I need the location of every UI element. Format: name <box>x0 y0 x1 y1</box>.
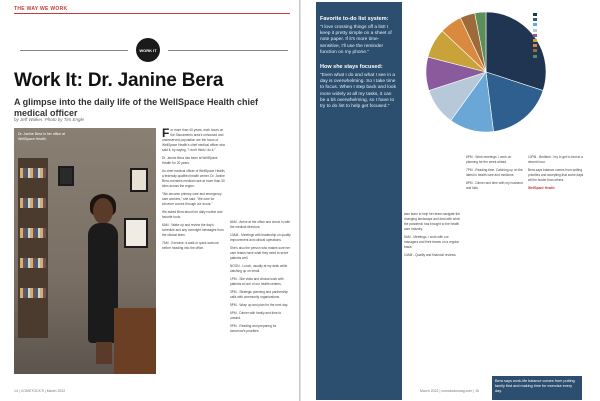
books <box>20 168 46 178</box>
sidebar-heading: Favorite to-do list system: <box>320 16 389 22</box>
logo-rule-left <box>20 50 128 51</box>
sidebar-body: "Even what I do and what I see in a day is overwhelming. So I take time to focus. When I step back and look more widely at all my tasks, it can be a bit overwhelming, so I have to try to do list to help get focused." <box>320 73 396 110</box>
body-column-2 <box>230 220 292 385</box>
body-paragraph: Bera says balance comes from setting priorities and accepting that some days will be busier than others. <box>528 168 584 182</box>
body-paragraph: 8AM - Arrive at the office and check in with the medical directors. <box>230 220 291 229</box>
work-it-logo: WORK IT <box>136 38 160 62</box>
body-paragraph: NOON - Lunch, usually at my desk while catching up on email. <box>230 264 288 273</box>
books <box>20 288 46 298</box>
pull-quote-box: Bera says work-life balance comes from putting family first and making time for exercise every day. <box>492 376 582 400</box>
body-paragraph: 9PM - Reading and preparing for tomorrow's priorities. <box>230 324 277 333</box>
article-headline: Work It: Dr. Janine Bera <box>14 70 224 91</box>
article-byline: by Jeff Walker. Photo by Tim Engle <box>14 117 84 122</box>
right-body-column-2 <box>466 155 524 384</box>
wall-frame <box>58 166 74 186</box>
right-body-column-1 <box>404 212 462 384</box>
body-paragraph: As chief medical officer of WellSpace Health, a federally qualified health center, Dr. Janine Bera oversees medical care at more than 30 sites across the region. <box>162 169 226 188</box>
legend-swatch <box>533 13 537 16</box>
wall-frame <box>130 168 148 192</box>
body-paragraph: 1PM - Site visits and clinical work with patients at one of our health centers. <box>230 277 284 286</box>
body-paragraph: "We become primary care and emergency care workers," she said. "We care for whoever comes through our doors." <box>162 192 222 206</box>
intro-column <box>162 128 226 383</box>
body-paragraph: 8PM - Dinner and time with my husband and kids. <box>466 181 523 190</box>
folio-right: March 2022 | comstocksmag.com | 15 <box>420 389 480 393</box>
wall-frame <box>124 218 148 248</box>
section-label: WellSpace Health <box>528 186 555 190</box>
chart-legend <box>533 12 581 59</box>
body-paragraph: 10AM - Quality and financial reviews. <box>404 253 457 257</box>
person-head <box>93 198 113 224</box>
gutter <box>299 0 301 401</box>
intro-continued: Dr. Janine Bera has been at WellSpace Health for 20 years. <box>162 156 218 165</box>
intro-text: or more than 40 years, work hours on the Sacramento area's unhoused and underserved population are the focus of WellSpace Health's chief medical officer who said it, by saying, "I don't think I do it." <box>162 128 226 152</box>
sidebar-body: "I love crossing things off a list! I keep it pretty simple on a sheet of note paper. If it's more time-sensitive, I'll use the reminder function on my phone." <box>320 25 392 55</box>
body-paragraph: 7PM - Reading time. Catching up on the latest in health care and medicine. <box>466 168 523 177</box>
body-paragraph: 6AM - Wake up and review the day's schedule and any overnight messages from the clinical team. <box>162 223 224 237</box>
body-paragraph: 6PM - Work meetings. I work on planning for the week ahead. <box>466 155 512 164</box>
books <box>20 228 46 238</box>
books <box>20 198 46 208</box>
person-legs <box>96 342 112 364</box>
body-paragraph: 10PM - Bedtime. I try to get to bed at a decent hour. <box>528 155 583 164</box>
legend-swatch <box>533 18 537 21</box>
legend-swatch <box>533 44 537 47</box>
right-body-column-3 <box>528 155 586 373</box>
legend-swatch <box>533 23 537 26</box>
article-deck: A glimpse into the daily life of the WellSpace Health chief medical officer <box>14 97 259 118</box>
body-paragraph: 10AM - Meetings with leadership on quality improvement and clinical operations. <box>230 233 291 242</box>
body-paragraph: 3PM - Strategic planning and partnership calls with community organizations. <box>230 290 288 299</box>
body-paragraph: also learn to help her team navigate the changing landscape and deal with what the pandemic has brought to the health care industry. <box>404 212 460 231</box>
drop-cap: F <box>162 128 170 140</box>
body-paragraph: 6PM - Dinner with family and time to unwind. <box>230 311 282 320</box>
legend-swatch <box>533 29 537 32</box>
folio-left: 14 | COMSTOCK'S | March 2022 <box>14 389 66 393</box>
books <box>20 258 46 268</box>
sidebar-heading: How she stays focused: <box>320 64 383 71</box>
body-paragraph: 5PM - Wrap up and plan for the next day. <box>230 303 288 307</box>
kicker-rule <box>14 13 290 14</box>
bookshelf <box>18 158 48 338</box>
legend-swatch <box>533 55 537 58</box>
body-paragraph: 7AM - Exercise: a walk or quick workout before heading into the office. <box>162 241 219 250</box>
portrait-photo <box>14 128 156 374</box>
photo-caption: Dr. Janine Bera in her office at WellSpace Health. <box>18 132 66 141</box>
legend-swatch <box>533 49 537 52</box>
body-paragraph: She's also the person who makes sure her care teams have what they need to serve patients well. <box>230 246 291 260</box>
logo-rule-right <box>168 50 288 51</box>
legend-swatch <box>533 34 537 37</box>
sidebar-box <box>316 2 402 400</box>
section-kicker: THE WAY WE WORK <box>14 6 68 12</box>
desk <box>114 308 156 374</box>
legend-swatch <box>533 39 537 42</box>
body-paragraph: We asked Bera about her daily routine and favorite tools. <box>162 210 223 219</box>
legend-item <box>533 54 581 59</box>
body-paragraph: 9AM - Meetings. I work with our managers and their teams on a regular basis. <box>404 235 459 249</box>
